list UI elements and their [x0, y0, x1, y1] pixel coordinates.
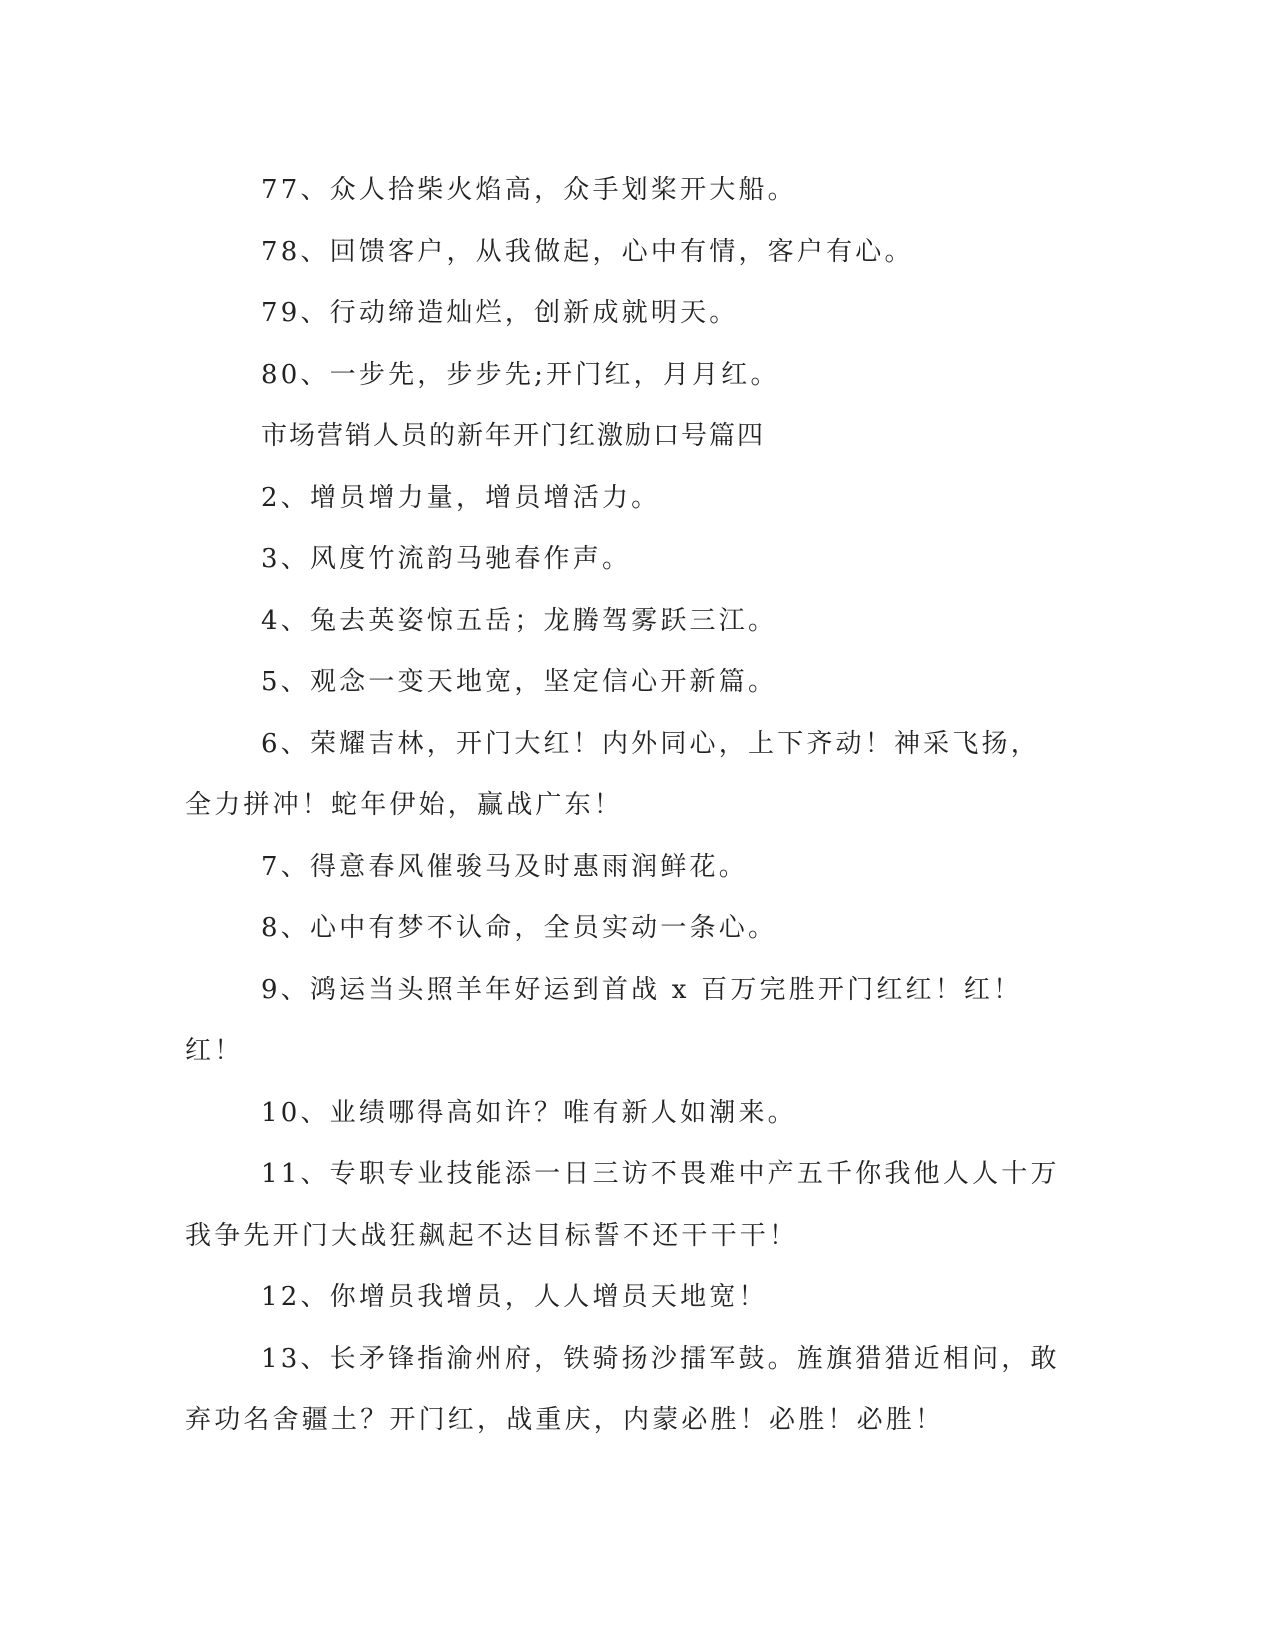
slogan-2: 2、增员增力量，增员增活力。	[261, 482, 661, 513]
slogan-10: 10、业绩哪得高如许？唯有新人如潮来。	[261, 1097, 797, 1128]
slogan-12: 12、你增员我增员，人人增员天地宽！	[261, 1282, 768, 1312]
slogan-79: 79、行动缔造灿烂，创新成就明天。	[261, 298, 739, 328]
document-body	[185, 160, 1065, 1452]
section-heading: 市场营销人员的新年开门红激励口号篇四	[261, 421, 766, 451]
slogan-4: 4、兔去英姿惊五岳；龙腾驾雾跃三江。	[261, 605, 778, 636]
slogan-13: 13、长矛锋指渝州府，铁骑扬沙擂军鼓。旌旗猎猎近相问，敢弃功名舍疆土？开门红，战重庆，内蒙必胜！必胜！必胜！	[185, 1343, 1060, 1435]
slogan-5: 5、观念一变天地宽，坚定信心开新篇。	[261, 667, 778, 697]
slogan-9: 9、鸿运当头照羊年好运到首战 x 百万完胜开门红红！红！红！	[185, 974, 1023, 1066]
slogan-8: 8、心中有梦不认命，全员实动一条心。	[261, 913, 778, 943]
slogan-11: 11、专职专业技能添一日三访不畏难中产五千你我他人人十万我争先开门大战狂飙起不达目标誓不还干干干！	[185, 1159, 1060, 1251]
slogan-80: 80、一步先，步步先;开门红，月月红。	[261, 359, 780, 390]
slogan-77: 77、众人拾柴火焰高，众手划桨开大船。	[261, 175, 797, 205]
slogan-3: 3、风度竹流韵马驰春作声。	[261, 544, 632, 574]
slogan-7: 7、得意春风催骏马及时惠雨润鲜花。	[261, 851, 748, 882]
slogan-6: 6、荣耀吉林，开门大红！内外同心，上下齐动！神采飞扬，全力拼冲！蛇年伊始，赢战广东！	[185, 728, 1040, 820]
slogan-78: 78、回馈客户，从我做起，心中有情，客户有心。	[261, 236, 914, 267]
